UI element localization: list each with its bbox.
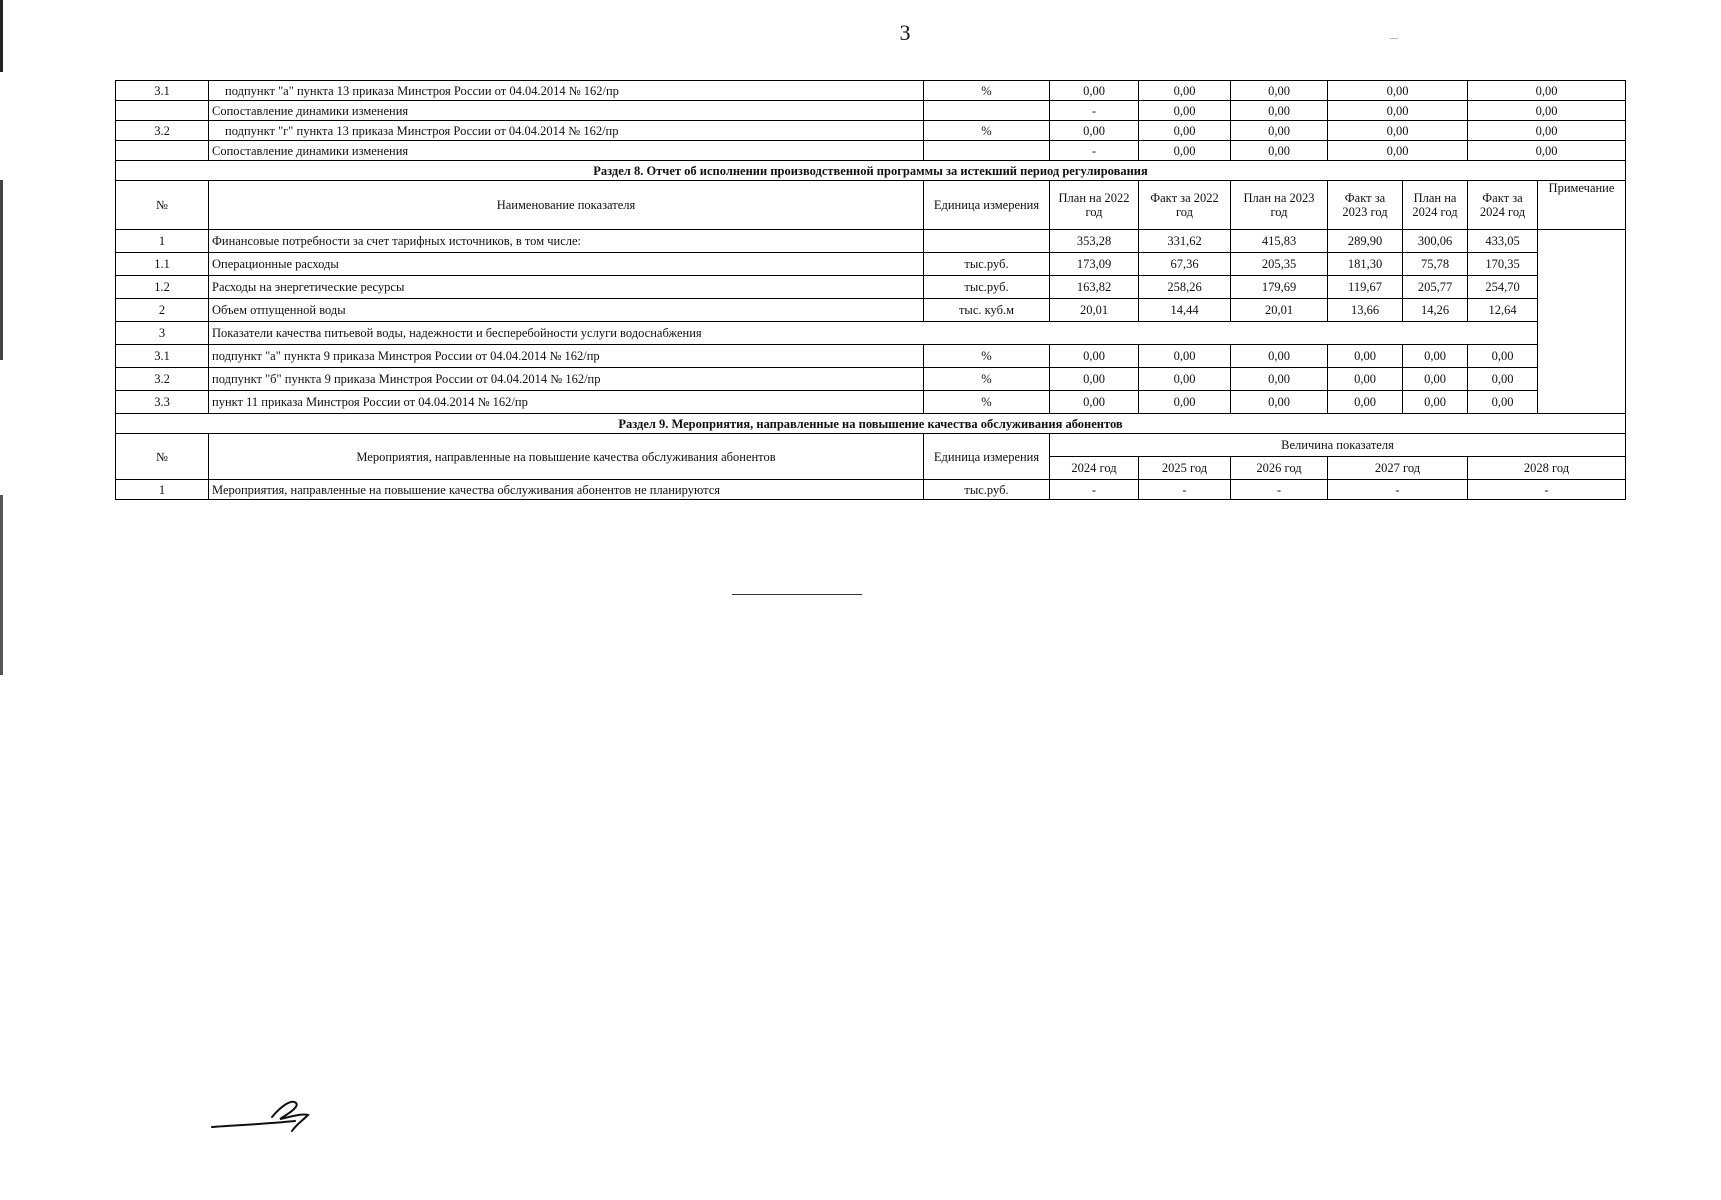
value-cell: 0,00 xyxy=(1231,141,1328,161)
value-cell: 300,06 xyxy=(1403,230,1468,253)
value-cell: 170,35 xyxy=(1468,253,1538,276)
value-cell: 205,77 xyxy=(1403,276,1468,299)
table-row xyxy=(116,391,1626,414)
header-n: № xyxy=(116,434,209,480)
row-name: подпункт "а" пункта 13 приказа Минстроя России от 04.04.2014 № 162/пр xyxy=(209,81,924,101)
value-cell: 163,82 xyxy=(1050,276,1139,299)
header-year: 2024 год xyxy=(1050,457,1139,480)
row-number: 2 xyxy=(116,299,209,322)
row-unit xyxy=(924,141,1050,161)
header-year: 2025 год xyxy=(1139,457,1231,480)
row-number: 3 xyxy=(116,322,209,345)
value-cell: 0,00 xyxy=(1403,391,1468,414)
row-number xyxy=(116,101,209,121)
row-unit: тыс.руб. xyxy=(924,253,1050,276)
value-cell: 258,26 xyxy=(1139,276,1231,299)
value-cell: 0,00 xyxy=(1328,345,1403,368)
row-unit: тыс.руб. xyxy=(924,480,1050,500)
row-name: Расходы на энергетические ресурсы xyxy=(209,276,924,299)
header-year: 2028 год xyxy=(1468,457,1626,480)
section-9-title: Раздел 9. Мероприятия, направленные на повышение качества обслуживания абонентов xyxy=(116,414,1626,434)
header-plan2022: План на 2022 год xyxy=(1050,181,1139,230)
header-plan2024: План на 2024 год xyxy=(1403,181,1468,230)
row-unit: тыс.руб. xyxy=(924,276,1050,299)
report-table-body xyxy=(116,81,1626,500)
value-cell: 0,00 xyxy=(1139,141,1231,161)
value-cell: 0,00 xyxy=(1328,121,1468,141)
header-unit: Единица измерения xyxy=(924,434,1050,480)
value-cell: 0,00 xyxy=(1328,141,1468,161)
row-unit: тыс. куб.м xyxy=(924,299,1050,322)
value-cell: - xyxy=(1050,101,1139,121)
table-row xyxy=(116,141,1626,161)
value-cell: 0,00 xyxy=(1139,391,1231,414)
value-cell: 353,28 xyxy=(1050,230,1139,253)
table-row xyxy=(116,368,1626,391)
value-cell: 0,00 xyxy=(1328,81,1468,101)
row-name: подпункт "а" пункта 9 приказа Минстроя России от 04.04.2014 № 162/пр xyxy=(209,345,924,368)
value-cell: 433,05 xyxy=(1468,230,1538,253)
row-name: подпункт "г" пункта 13 приказа Минстроя России от 04.04.2014 № 162/пр xyxy=(209,121,924,141)
row-number: 3.2 xyxy=(116,368,209,391)
row-number: 3.1 xyxy=(116,345,209,368)
value-cell: - xyxy=(1328,480,1468,500)
value-cell: 0,00 xyxy=(1328,101,1468,121)
end-rule xyxy=(732,594,862,595)
value-cell: 0,00 xyxy=(1468,141,1626,161)
value-cell: 0,00 xyxy=(1468,81,1626,101)
value-cell: 12,64 xyxy=(1468,299,1538,322)
note-cell xyxy=(1538,230,1626,414)
row-name: Сопоставление динамики изменения xyxy=(209,141,924,161)
value-cell: 0,00 xyxy=(1050,368,1139,391)
table-row xyxy=(116,276,1626,299)
table-row xyxy=(116,81,1626,101)
value-cell: 0,00 xyxy=(1468,101,1626,121)
row-name: подпункт "б" пункта 9 приказа Минстроя России от 04.04.2014 № 162/пр xyxy=(209,368,924,391)
header-unit: Единица измерения xyxy=(924,181,1050,230)
value-cell: 0,00 xyxy=(1050,345,1139,368)
value-cell: 0,00 xyxy=(1468,345,1538,368)
value-cell: 179,69 xyxy=(1231,276,1328,299)
row-unit: % xyxy=(924,121,1050,141)
value-cell: 0,00 xyxy=(1050,391,1139,414)
value-cell: 0,00 xyxy=(1231,345,1328,368)
row-unit: % xyxy=(924,345,1050,368)
value-cell: 181,30 xyxy=(1328,253,1403,276)
header-name: Мероприятия, направленные на повышение качества обслуживания абонентов xyxy=(209,434,924,480)
table-row xyxy=(116,322,1626,345)
row-number xyxy=(116,141,209,161)
value-cell: 0,00 xyxy=(1468,121,1626,141)
value-cell: 0,00 xyxy=(1231,391,1328,414)
value-cell: - xyxy=(1050,141,1139,161)
value-cell: 0,00 xyxy=(1403,368,1468,391)
value-cell: 119,67 xyxy=(1328,276,1403,299)
value-cell: 67,36 xyxy=(1139,253,1231,276)
header-note: Примечание xyxy=(1538,181,1626,230)
header-fact2022: Факт за 2022 год xyxy=(1139,181,1231,230)
row-unit: % xyxy=(924,391,1050,414)
value-cell: - xyxy=(1231,480,1328,500)
page-number: 3 xyxy=(899,20,911,45)
value-cell: 205,35 xyxy=(1231,253,1328,276)
value-cell: 0,00 xyxy=(1139,368,1231,391)
value-cell: 0,00 xyxy=(1050,121,1139,141)
value-cell: 14,44 xyxy=(1139,299,1231,322)
value-cell: 20,01 xyxy=(1050,299,1139,322)
row-name: пункт 11 приказа Минстроя России от 04.04.2014 № 162/пр xyxy=(209,391,924,414)
row-unit: % xyxy=(924,368,1050,391)
value-cell: 0,00 xyxy=(1231,121,1328,141)
header-n: № xyxy=(116,181,209,230)
value-cell: 331,62 xyxy=(1139,230,1231,253)
value-cell: 0,00 xyxy=(1403,345,1468,368)
row-number: 1.1 xyxy=(116,253,209,276)
value-cell: 0,00 xyxy=(1139,81,1231,101)
header-name: Наименование показателя xyxy=(209,181,924,230)
value-cell: 415,83 xyxy=(1231,230,1328,253)
value-cell: 0,00 xyxy=(1139,101,1231,121)
table-row xyxy=(116,299,1626,322)
value-cell: 0,00 xyxy=(1139,345,1231,368)
row-name: Мероприятия, направленные на повышение качества обслуживания абонентов не планируются xyxy=(209,480,924,500)
value-cell: 0,00 xyxy=(1328,368,1403,391)
value-cell: 173,09 xyxy=(1050,253,1139,276)
value-cell: - xyxy=(1050,480,1139,500)
row-name: Объем отпущенной воды xyxy=(209,299,924,322)
value-cell: 0,00 xyxy=(1468,391,1538,414)
row-number: 1 xyxy=(116,230,209,253)
table-row xyxy=(116,101,1626,121)
value-cell: 0,00 xyxy=(1050,81,1139,101)
value-cell: - xyxy=(1468,480,1626,500)
row-number: 3.3 xyxy=(116,391,209,414)
header-fact2024: Факт за 2024 год xyxy=(1468,181,1538,230)
value-cell: 0,00 xyxy=(1231,81,1328,101)
header-fact2023: Факт за 2023 год xyxy=(1328,181,1403,230)
row-unit: % xyxy=(924,81,1050,101)
value-cell: 254,70 xyxy=(1468,276,1538,299)
report-table xyxy=(115,80,1626,500)
row-number: 1.2 xyxy=(116,276,209,299)
table-row xyxy=(116,345,1626,368)
row-number: 3.2 xyxy=(116,121,209,141)
row-number: 3.1 xyxy=(116,81,209,101)
table-row xyxy=(116,253,1626,276)
table-row xyxy=(116,230,1626,253)
row-unit xyxy=(924,101,1050,121)
value-cell: 0,00 xyxy=(1139,121,1231,141)
row-unit xyxy=(924,230,1050,253)
row-name: Сопоставление динамики изменения xyxy=(209,101,924,121)
row-name: Финансовые потребности за счет тарифных источников, в том числе: xyxy=(209,230,924,253)
header-year: 2027 год xyxy=(1328,457,1468,480)
table-row xyxy=(116,121,1626,141)
value-cell: 0,00 xyxy=(1231,368,1328,391)
value-cell: 0,00 xyxy=(1328,391,1403,414)
value-cell: 14,26 xyxy=(1403,299,1468,322)
value-cell: 20,01 xyxy=(1231,299,1328,322)
scan-edge xyxy=(0,0,3,900)
section-8-title: Раздел 8. Отчет об исполнении производственной программы за истекший период регулирования xyxy=(116,161,1626,181)
value-cell: 0,00 xyxy=(1231,101,1328,121)
header-year: 2026 год xyxy=(1231,457,1328,480)
row-name: Показатели качества питьевой воды, надежности и бесперебойности услуги водоснабжения xyxy=(209,322,1538,345)
value-cell: - xyxy=(1139,480,1231,500)
header-group: Величина показателя xyxy=(1050,434,1626,457)
header-plan2023: План на 2023 год xyxy=(1231,181,1328,230)
signature xyxy=(210,1095,330,1135)
value-cell: 75,78 xyxy=(1403,253,1468,276)
row-number: 1 xyxy=(116,480,209,500)
value-cell: 0,00 xyxy=(1468,368,1538,391)
row-name: Операционные расходы xyxy=(209,253,924,276)
value-cell: 289,90 xyxy=(1328,230,1403,253)
value-cell: 13,66 xyxy=(1328,299,1403,322)
table-row xyxy=(116,480,1626,500)
